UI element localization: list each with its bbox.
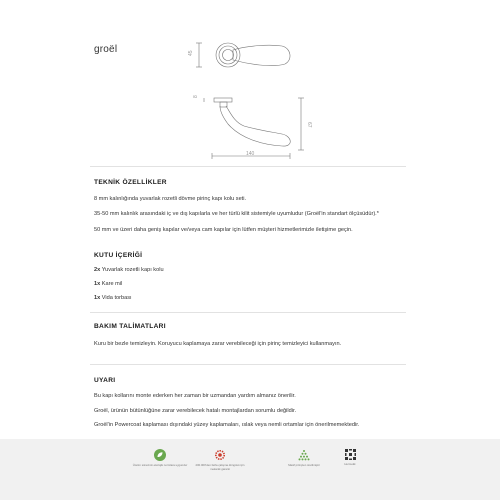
uyari-line: Groël'in Powercoat kaplaması dışındaki yüzey kaplamaları, ıslak veya nemli ortamlar için önerilmemektedir. bbox=[94, 422, 360, 428]
side-view-drawing bbox=[204, 98, 304, 159]
kutu-item-qty: 1x bbox=[94, 281, 101, 287]
front-view-drawing bbox=[196, 43, 290, 67]
kutu-title: KUTU İÇERİĞİ bbox=[94, 252, 143, 259]
footer-feature-hermetic bbox=[320, 449, 380, 467]
footer-feature-warranty bbox=[190, 449, 250, 471]
footer-band bbox=[0, 439, 500, 500]
dim-67-label: 67 bbox=[306, 122, 312, 128]
kutu-item-qty: 2x bbox=[94, 267, 101, 273]
footer-caption: 200.000'den fazla çalışma döngüsü için mekanik garanti bbox=[195, 463, 245, 471]
footer-caption: Üretim sürecinin ekolojik normlara uygundur bbox=[132, 463, 188, 467]
kutu-item-text: Kare mil bbox=[101, 281, 123, 287]
product-technical-drawing bbox=[0, 0, 500, 160]
teknik-line: 8 mm kalınlığında yuvarlak rozetli dövme pirinç kapı kolu seti. bbox=[94, 196, 247, 202]
teknik-title: TEKNİK ÖZELLİKLER bbox=[94, 179, 167, 186]
triangle-dots-icon bbox=[298, 449, 310, 461]
gear-shield-icon bbox=[214, 449, 226, 461]
uyari-title: UYARI bbox=[94, 377, 116, 384]
kutu-item-qty: 1x bbox=[94, 295, 101, 301]
kutu-item-text: Yuvarlak rozetli kapı kolu bbox=[101, 267, 164, 273]
kutu-item bbox=[94, 295, 132, 301]
kutu-item-text: Vida torbası bbox=[101, 295, 132, 301]
section-divider bbox=[90, 312, 406, 313]
brand-logo: groël bbox=[94, 44, 118, 55]
teknik-line: 50 mm ve üzeri daha geniş kapılar ve/veya cam kapılar için lütfen müşteri hizmetlerimizle iletişime geçin. bbox=[94, 227, 353, 233]
pattern-icon bbox=[345, 449, 356, 460]
kutu-item bbox=[94, 267, 164, 273]
footer-feature-eco bbox=[130, 449, 190, 468]
dim-140-label: 140 bbox=[246, 151, 255, 157]
teknik-line: 35-50 mm kalınlık arasındaki iç ve dış kapılarla ve her türlü kilit sistemiyle uyumludur (Groël'in standart ölçüsüdür).* bbox=[94, 211, 379, 217]
footer-caption: Hermetik bbox=[344, 462, 356, 466]
uyari-line: Groël, ürünün bütünlüğüne zarar verebilecek hatalı montajlardan sorumlu değildir. bbox=[94, 408, 297, 414]
bakim-text: Kuru bir bezle temizleyin. Koruyucu kaplamaya zarar verebileceği için pirinç temizleyici kullanmayın. bbox=[94, 341, 342, 347]
kutu-item bbox=[94, 281, 122, 287]
section-divider bbox=[90, 364, 406, 365]
section-divider bbox=[90, 166, 406, 167]
uyari-line: Bu kapı kollarını monte ederken her zaman bir uzmandan yardım almanız önerilir. bbox=[94, 393, 296, 399]
footer-caption: Masif pirinçten üretilmiştir bbox=[288, 463, 320, 467]
dim-45-label: 45 bbox=[188, 50, 194, 56]
leaf-icon bbox=[154, 449, 166, 461]
dim-8-label: 8 bbox=[193, 95, 199, 98]
bakim-title: BAKIM TALİMATLARI bbox=[94, 323, 166, 330]
